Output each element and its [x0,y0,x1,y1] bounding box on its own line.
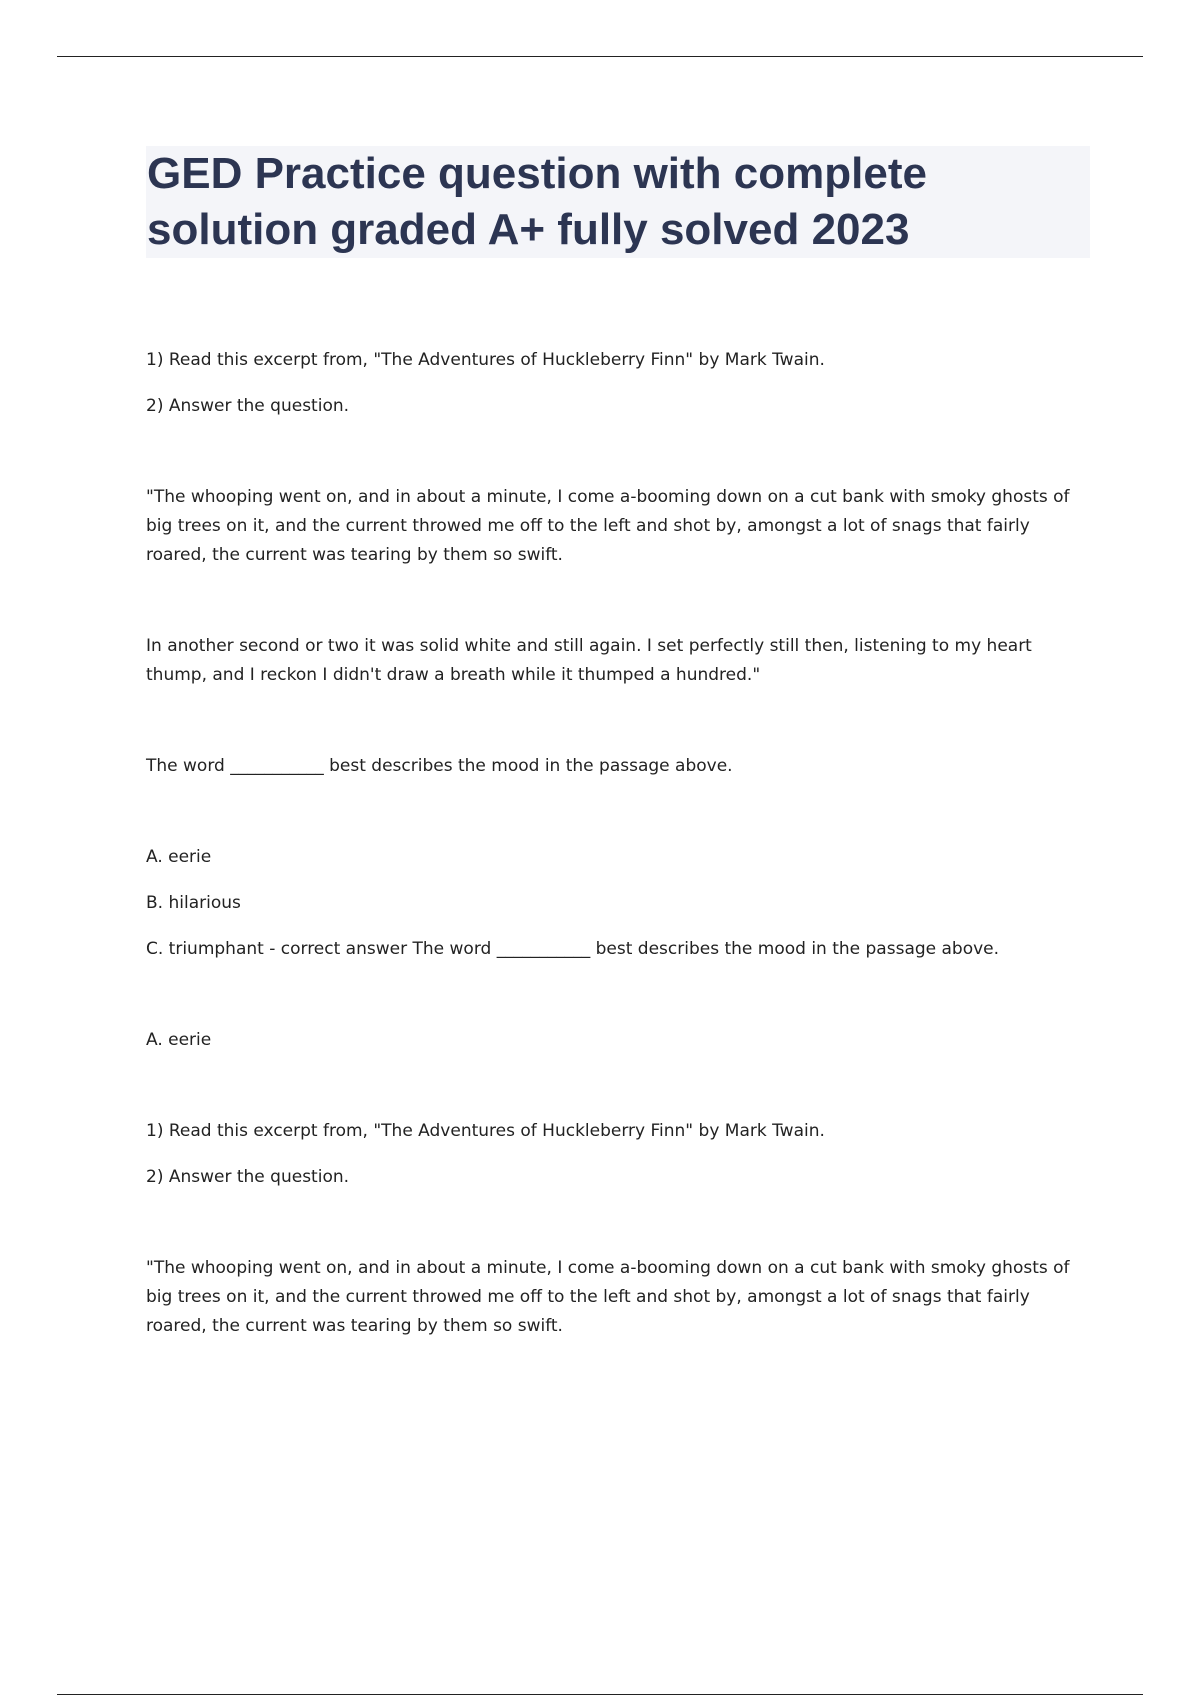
page-title: GED Practice question with complete solution graded A+ fully solved 2023 [147,149,927,254]
top-rule [57,56,1143,57]
option-a: A. eerie [146,847,212,867]
bottom-rule [57,1694,1143,1695]
document-body [146,346,1086,1341]
excerpt-paragraph-1: "The whooping went on, and in about a minute, I come a-booming down on a cut bank with smoky ghosts of big trees on it, and the current throwed me off to the left and shot by, amongst a lot of snags that fairly roared, the current was tearing by them so swift. [146,487,1070,565]
excerpt-paragraph-1-repeat: "The whooping went on, and in about a minute, I come a-booming down on a cut bank with smoky ghosts of big trees on it, and the current throwed me off to the left and shot by, amongst a lot of snags that fairly roared, the current was tearing by them so swift. [146,1258,1070,1336]
option-c-with-answer: C. triumphant - correct answer The word ___________ best describes the mood in the passage above. [146,939,1000,959]
excerpt-paragraph-2: In another second or two it was solid white and still again. I set perfectly still then, listening to my heart thump, and I reckon I didn't draw a breath while it thumped a hundred." [146,636,1032,685]
instruction-2-repeat: 2) Answer the question. [146,1167,350,1187]
title-banner [146,146,1090,258]
question-text: The word ___________ best describes the mood in the passage above. [146,756,733,776]
option-b: B. hilarious [146,893,241,913]
instruction-1: 1) Read this excerpt from, "The Adventures of Huckleberry Finn" by Mark Twain. [146,350,825,370]
instruction-1-repeat: 1) Read this excerpt from, "The Adventures of Huckleberry Finn" by Mark Twain. [146,1121,825,1141]
instruction-2: 2) Answer the question. [146,396,350,416]
answer-a: A. eerie [146,1030,212,1050]
